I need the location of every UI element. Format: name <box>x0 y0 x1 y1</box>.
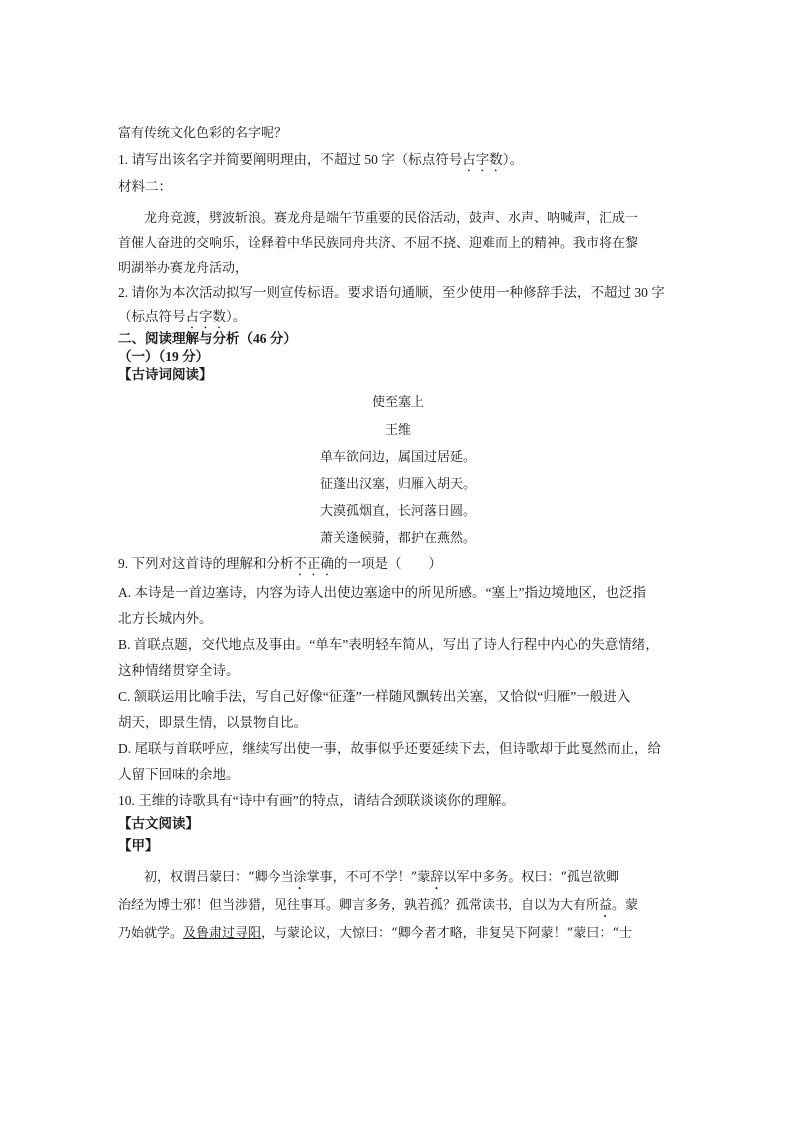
question-2-line2 <box>118 307 678 327</box>
poem <box>118 392 678 552</box>
option-a-cont: 北方长城内外。 <box>118 611 213 626</box>
passage-emphasis: 益 <box>599 898 613 913</box>
q9-text: 9. 下列对这首诗的理解和分析 <box>118 556 294 571</box>
passage-text: 初，权谓吕蒙曰：“卿今当 <box>144 870 294 885</box>
passage-underlined: 及鲁肃过寻阳 <box>183 926 262 941</box>
passage-jia-label: 【甲】 <box>118 838 159 853</box>
q1-text: 1. 请写出该名字并简要阐明理由，不超过 50 字（标点符号 <box>118 152 463 167</box>
passage-emphasis: 辞 <box>430 870 444 885</box>
material-2-paragraph <box>118 206 678 281</box>
passage-line <box>118 920 678 948</box>
passage-emphasis: 涂 <box>293 870 307 885</box>
passage-text: 掌事，不可不学！”蒙 <box>306 870 431 885</box>
passage-text: 治经为博士邪！但当涉猎，见往事耳。卿言多务，孰若孤？孤常读书，自以为大有所 <box>118 898 600 913</box>
poem-line: 单车欲问边，属国过居延。 <box>319 450 476 465</box>
option-d: D. 尾联与首联呼应，继续写出使一事，故事似乎还要延续下去，但诗歌却于此戛然而止，给 <box>118 741 661 756</box>
passage-line <box>118 864 678 892</box>
section-title: 二、阅读理解与分析（46 分） <box>118 331 297 346</box>
option-d-cont: 人留下回味的余地。 <box>118 767 240 782</box>
option-a: A. 本诗是一首边塞诗，内容为诗人出使边塞途中的所见所感。“塞上”指边境地区，也泛指 <box>118 585 646 600</box>
question-9 <box>118 554 678 574</box>
poetry-heading: 【古诗词阅读】 <box>118 367 213 382</box>
passage-text: 。蒙 <box>612 898 639 913</box>
passage-line <box>118 892 678 920</box>
poem-line: 萧关逢候骑，都护在燕然。 <box>319 531 476 546</box>
option-c-cont: 胡天，即景生情，以景物自比。 <box>118 715 307 730</box>
poem-title: 使至塞上 <box>371 395 424 410</box>
option-b: B. 首联点题，交代地点及事由。“单车”表明轻车简从，写出了诗人行程中内心的失意情绪， <box>118 637 659 652</box>
q9-options <box>118 580 678 788</box>
poem-line: 大漠孤烟直，长河落日圆。 <box>319 504 476 519</box>
classical-passage <box>118 864 678 948</box>
q1-emphasis: 占字数 <box>462 152 503 167</box>
q1-suffix: ）。 <box>502 152 523 167</box>
q9-emphasis: 不正确 <box>293 556 334 571</box>
subsection-title: （一）（19 分） <box>118 349 210 364</box>
text-line: 富有传统文化色彩的名字呢？ <box>118 126 288 141</box>
q9-suffix: 的一项是（ ） <box>334 556 442 571</box>
question-1 <box>118 150 678 170</box>
q2-text: （标点符号 <box>118 309 186 324</box>
paragraph-line: 龙舟竞渡，劈波斩浪。赛龙舟是端午节重要的民俗活动，鼓声、水声、呐喊声，汇成一 <box>144 211 639 226</box>
exam-page <box>118 122 678 948</box>
passage-text: ，与蒙论议，大惊曰：“卿今者才略，非复吴下阿蒙！”蒙曰：“士 <box>261 926 632 941</box>
question-2: 2. 请你为本次活动拟写一则宣传标语。要求语句通顺，至少使用一种修辞手法，不超过 30 字 <box>118 285 665 300</box>
q2-suffix: ）。 <box>226 309 247 324</box>
option-b-cont: 这种情绪贯穿全诗。 <box>118 663 240 678</box>
option-c: C. 颔联运用比喻手法，写自己好像“征蓬”一样随风飘转出关塞，又恰似“归雁”一般进入 <box>118 689 631 704</box>
material-2-heading: 材料二： <box>118 179 172 194</box>
passage-text: 以军中多务。权曰：“孤岂欲卿 <box>443 870 619 885</box>
passage-text: 乃始就学。 <box>118 926 184 941</box>
poem-line: 征蓬出汉塞，归雁入胡天。 <box>319 477 476 492</box>
q2-emphasis: 占字数 <box>185 309 226 324</box>
paragraph-line: 首催人奋进的交响乐，诠释着中华民族同舟共济、不屈不挠、迎难而上的精神。我市将在黎 <box>118 236 639 251</box>
paragraph-line: 明湖举办赛龙舟活动， <box>118 261 249 276</box>
poem-author: 王维 <box>384 423 411 438</box>
question-10: 10. 王维的诗歌具有“诗中有画”的特点，请结合颈联谈谈你的理解。 <box>118 793 515 808</box>
classical-heading: 【古文阅读】 <box>118 816 199 831</box>
